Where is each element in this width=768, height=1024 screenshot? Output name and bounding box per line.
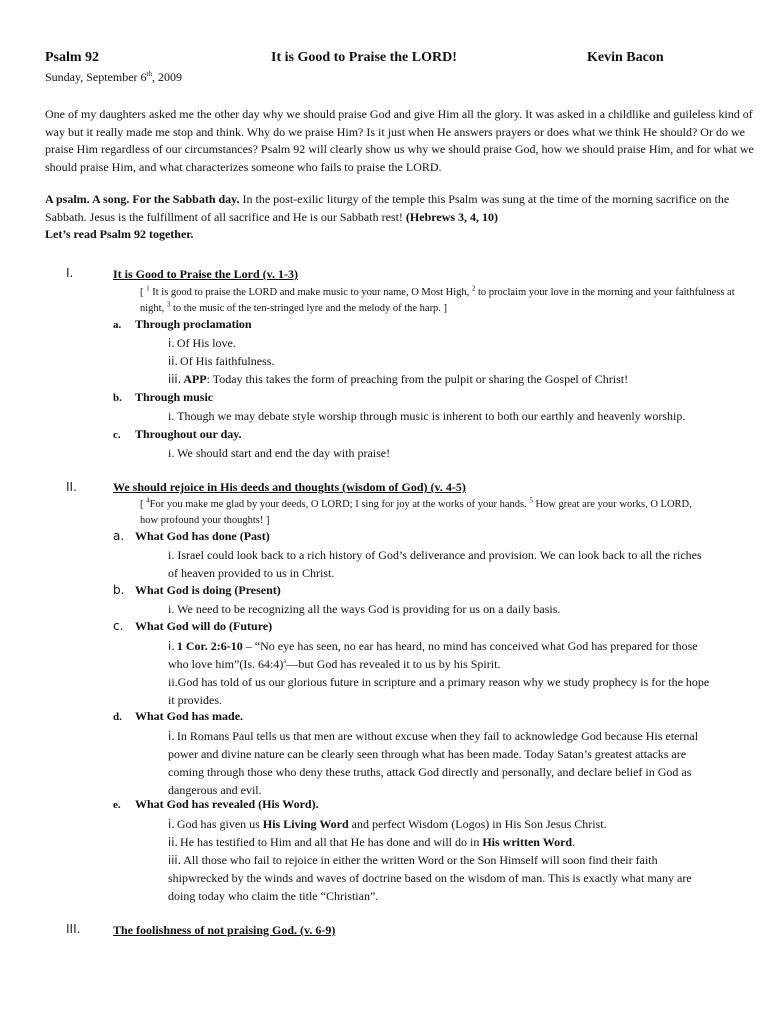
header-passage: Psalm 92 bbox=[45, 50, 100, 65]
section-2-d-i: i. In Romans Paul tells us that men are without excuse when they fail to acknowledge God because His eternal power and divine nature can be clearly seen through what has been made. Today Satan’s greatest attacks are coming through those who deny these truths, attack God directly and personally, and declare belief in God as dangerous and evil. bbox=[168, 729, 699, 797]
section-1-point-b: b. Through music bbox=[113, 390, 214, 404]
section-2-point-b: b. What God is doing (Present) bbox=[113, 583, 281, 597]
section-2-a-i: i. Israel could look back to a rich history of God’s deliverance and provision. We can look back to all the riches of heaven provided to us in Christ. bbox=[168, 548, 702, 580]
section-3-numeral: III. bbox=[66, 922, 81, 936]
section-2-point-e: e. What God has revealed (His Word). bbox=[113, 797, 319, 811]
section-1-point-a: a. Through proclamation bbox=[113, 317, 252, 331]
section-1-point-c: c. Throughout our day. bbox=[113, 427, 242, 441]
section-1-heading: It is Good to Praise the Lord (v. 1-3) bbox=[113, 267, 298, 281]
section-2-numeral: II. bbox=[66, 480, 77, 494]
intro-paragraph: One of my daughters asked me the other day why we should praise God and give Him all the glory. It was asked in a childlike and guileless kind of way but it really made me stop and think. Why do we praise Him? Is it just when He answers prayers or does what we think He should? Or do we praise Him regardless of our circumstances? Psalm 92 will clearly show us why we should praise God, how we should praise Him, and for what we should praise Him, and what characterizes someone who fails to praise the LORD. bbox=[45, 107, 754, 174]
section-2-heading: We should rejoice in His deeds and thoughts (wisdom of God) (v. 4-5) bbox=[113, 480, 466, 494]
header-title: It is Good to Praise the LORD! bbox=[271, 50, 457, 65]
section-1-numeral: I. bbox=[66, 266, 74, 280]
section-1-verse: [ $^1$ It is good to praise the LORD and make music to your name, O Most High, $^2$ to proclaim your love in the morning and your faithfulness at night, $^3$ to the music of the ten-stringed lyre and the melody of the harp. ] bbox=[140, 284, 735, 314]
psalm-note: A psalm. A song. For the Sabbath day. In the post-exilic liturgy of the temple this Psalm was sung at the time of the morning sacrifice on the Sabbath. Jesus is the fulfillment of all sacrifice and He is our Sabbath rest! (Hebrews 3, 4, 10) Let’s read Psalm 92 together. bbox=[45, 192, 730, 241]
psalm-superscription: A psalm. A song. For the Sabbath day. bbox=[45, 192, 240, 206]
section-1-b-i: i. Though we may debate style worship through music is inherent to both our earthly and heavenly worship. bbox=[168, 409, 686, 423]
section-1-a-i: i. Of His love. bbox=[168, 336, 236, 350]
section-2-c-i: i. 1 Cor. 2:6-10 – “No eye has seen, no ear has heard, no mind has conceived what God has prepared for those who love him”(Is. 64:4)$^a$—but God has revealed it to us by his Spirit. bbox=[168, 639, 698, 671]
section-2-point-a: a. What God has done (Past) bbox=[113, 529, 270, 543]
section-2-point-d: d. What God has made. bbox=[113, 709, 244, 723]
section-2-point-c: c. What God will do (Future) bbox=[113, 619, 273, 633]
footnote-link[interactable]: a bbox=[283, 657, 287, 665]
section-1-a-iii: iii. APP: Today this takes the form of preaching from the pulpit or sharing the Gospel of Christ! bbox=[168, 372, 629, 386]
section-2-b-i: i. We need to be recognizing all the ways God is providing for us on a daily basis. bbox=[168, 602, 561, 616]
section-2-e-ii: ii. He has testified to Him and all that He has done and will do in His written Word. bbox=[168, 835, 576, 849]
section-2-e-i: i. God has given us His Living Word and perfect Wisdom (Logos) in His Son Jesus Christ. bbox=[168, 817, 607, 831]
sermon-date: Sunday, September 6th, 2009 bbox=[45, 70, 182, 84]
hebrews-reference: (Hebrews 3, 4, 10) bbox=[405, 209, 499, 224]
section-2-e-iii: iii. All those who fail to rejoice in either the written Word or the Son Himself will soon find their faith shipwrecked by the winds and waves of doctrine based on the wisdom of man. This is exactly what many are doing today who claim the title “Christian”. bbox=[168, 853, 692, 903]
section-2-c-ii: ii.God has told of us our glorious future in scripture and a primary reason why we study prophecy is for the hope it provides. bbox=[168, 675, 710, 707]
section-1-c-i: i. We should start and end the day with praise! bbox=[168, 446, 391, 460]
section-2-verse: [ $^4$For you make me glad by your deeds, O LORD; I sing for joy at the works of your hands. $^5$ How great are your works, O LORD, how profound your thoughts! ] bbox=[140, 496, 692, 526]
section-3-heading: The foolishness of not praising God. (v. 6-9) bbox=[113, 923, 336, 937]
read-together: Let’s read Psalm 92 together. bbox=[45, 227, 194, 241]
header-author: Kevin Bacon bbox=[587, 50, 664, 65]
section-1-a-ii: ii. Of His faithfulness. bbox=[168, 354, 275, 368]
